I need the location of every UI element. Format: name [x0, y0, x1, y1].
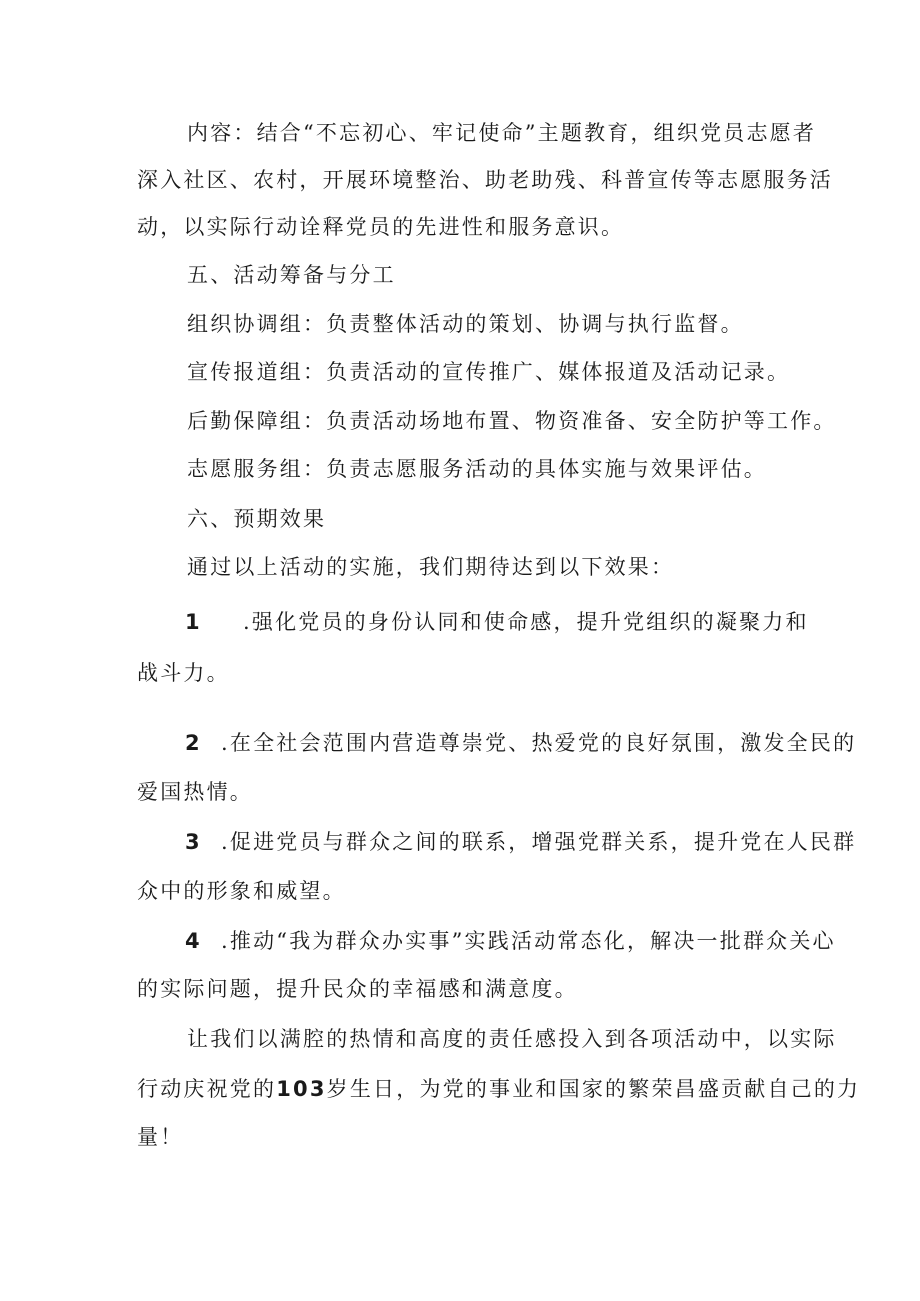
- effect-3-number: 3: [185, 830, 202, 854]
- effect-1-line-2: 战斗力。: [137, 661, 230, 685]
- effect-3-line-2: 众中的形象和威望。: [137, 879, 346, 903]
- section-6-intro: 通过以上活动的实施，我们期待达到以下效果：: [187, 555, 675, 579]
- closing-text-after: 岁生日，为党的事业和国家的繁荣昌盛贡献自己的力: [326, 1077, 861, 1101]
- effect-2-line-1: [185, 728, 856, 758]
- closing-line-3: 量！: [137, 1125, 184, 1149]
- content-paragraph-line-1: 内容：结合“不忘初心、牢记使命”主题教育，组织党员志愿者: [187, 121, 817, 145]
- section-5-item-2: 宣传报道组：负责活动的宣传推广、媒体报道及活动记录。: [187, 360, 791, 384]
- section-6-heading: 六、预期效果: [187, 507, 327, 531]
- section-5-heading: 五、活动筹备与分工: [187, 263, 396, 287]
- effect-4-line-2: 的实际问题，提升民众的幸福感和满意度。: [137, 977, 578, 1001]
- closing-line-2: [137, 1074, 860, 1104]
- effect-4-text: .推动“我为群众办实事”实践活动常态化，解决一批群众关心: [221, 929, 836, 953]
- effect-2-line-2: 爱国热情。: [137, 780, 253, 804]
- effect-4-line-1: [185, 926, 836, 956]
- content-paragraph-line-3: 动，以实际行动诠释党员的先进性和服务意识。: [137, 215, 625, 239]
- effect-1-number: 1: [185, 610, 202, 634]
- effect-2-text: .在全社会范围内营造尊崇党、热爱党的良好氛围，激发全民的: [221, 731, 857, 755]
- effect-4-number: 4: [185, 929, 202, 953]
- section-5-item-4: 志愿服务组：负责志愿服务活动的具体实施与效果评估。: [187, 457, 767, 481]
- effect-3-text: .促进党员与群众之间的联系，增强党群关系，提升党在人民群: [221, 830, 857, 854]
- content-paragraph-line-2: 深入社区、农村，开展环境整治、助老助残、科普宣传等志愿服务活: [137, 168, 833, 192]
- closing-number: 103: [276, 1077, 327, 1101]
- closing-line-1: 让我们以满腔的热情和高度的责任感投入到各项活动中，以实际: [187, 1027, 837, 1051]
- effect-1-line-1: [185, 607, 809, 637]
- effect-2-number: 2: [185, 731, 202, 755]
- closing-text-before: 行动庆祝党的: [137, 1077, 277, 1101]
- effect-1-text: .强化党员的身份认同和使命感，提升党组织的凝聚力和: [243, 610, 809, 634]
- section-5-item-3: 后勤保障组：负责活动场地布置、物资准备、安全防护等工作。: [187, 409, 837, 433]
- effect-3-line-1: [185, 827, 856, 857]
- section-5-item-1: 组织协调组：负责整体活动的策划、协调与执行监督。: [187, 312, 744, 336]
